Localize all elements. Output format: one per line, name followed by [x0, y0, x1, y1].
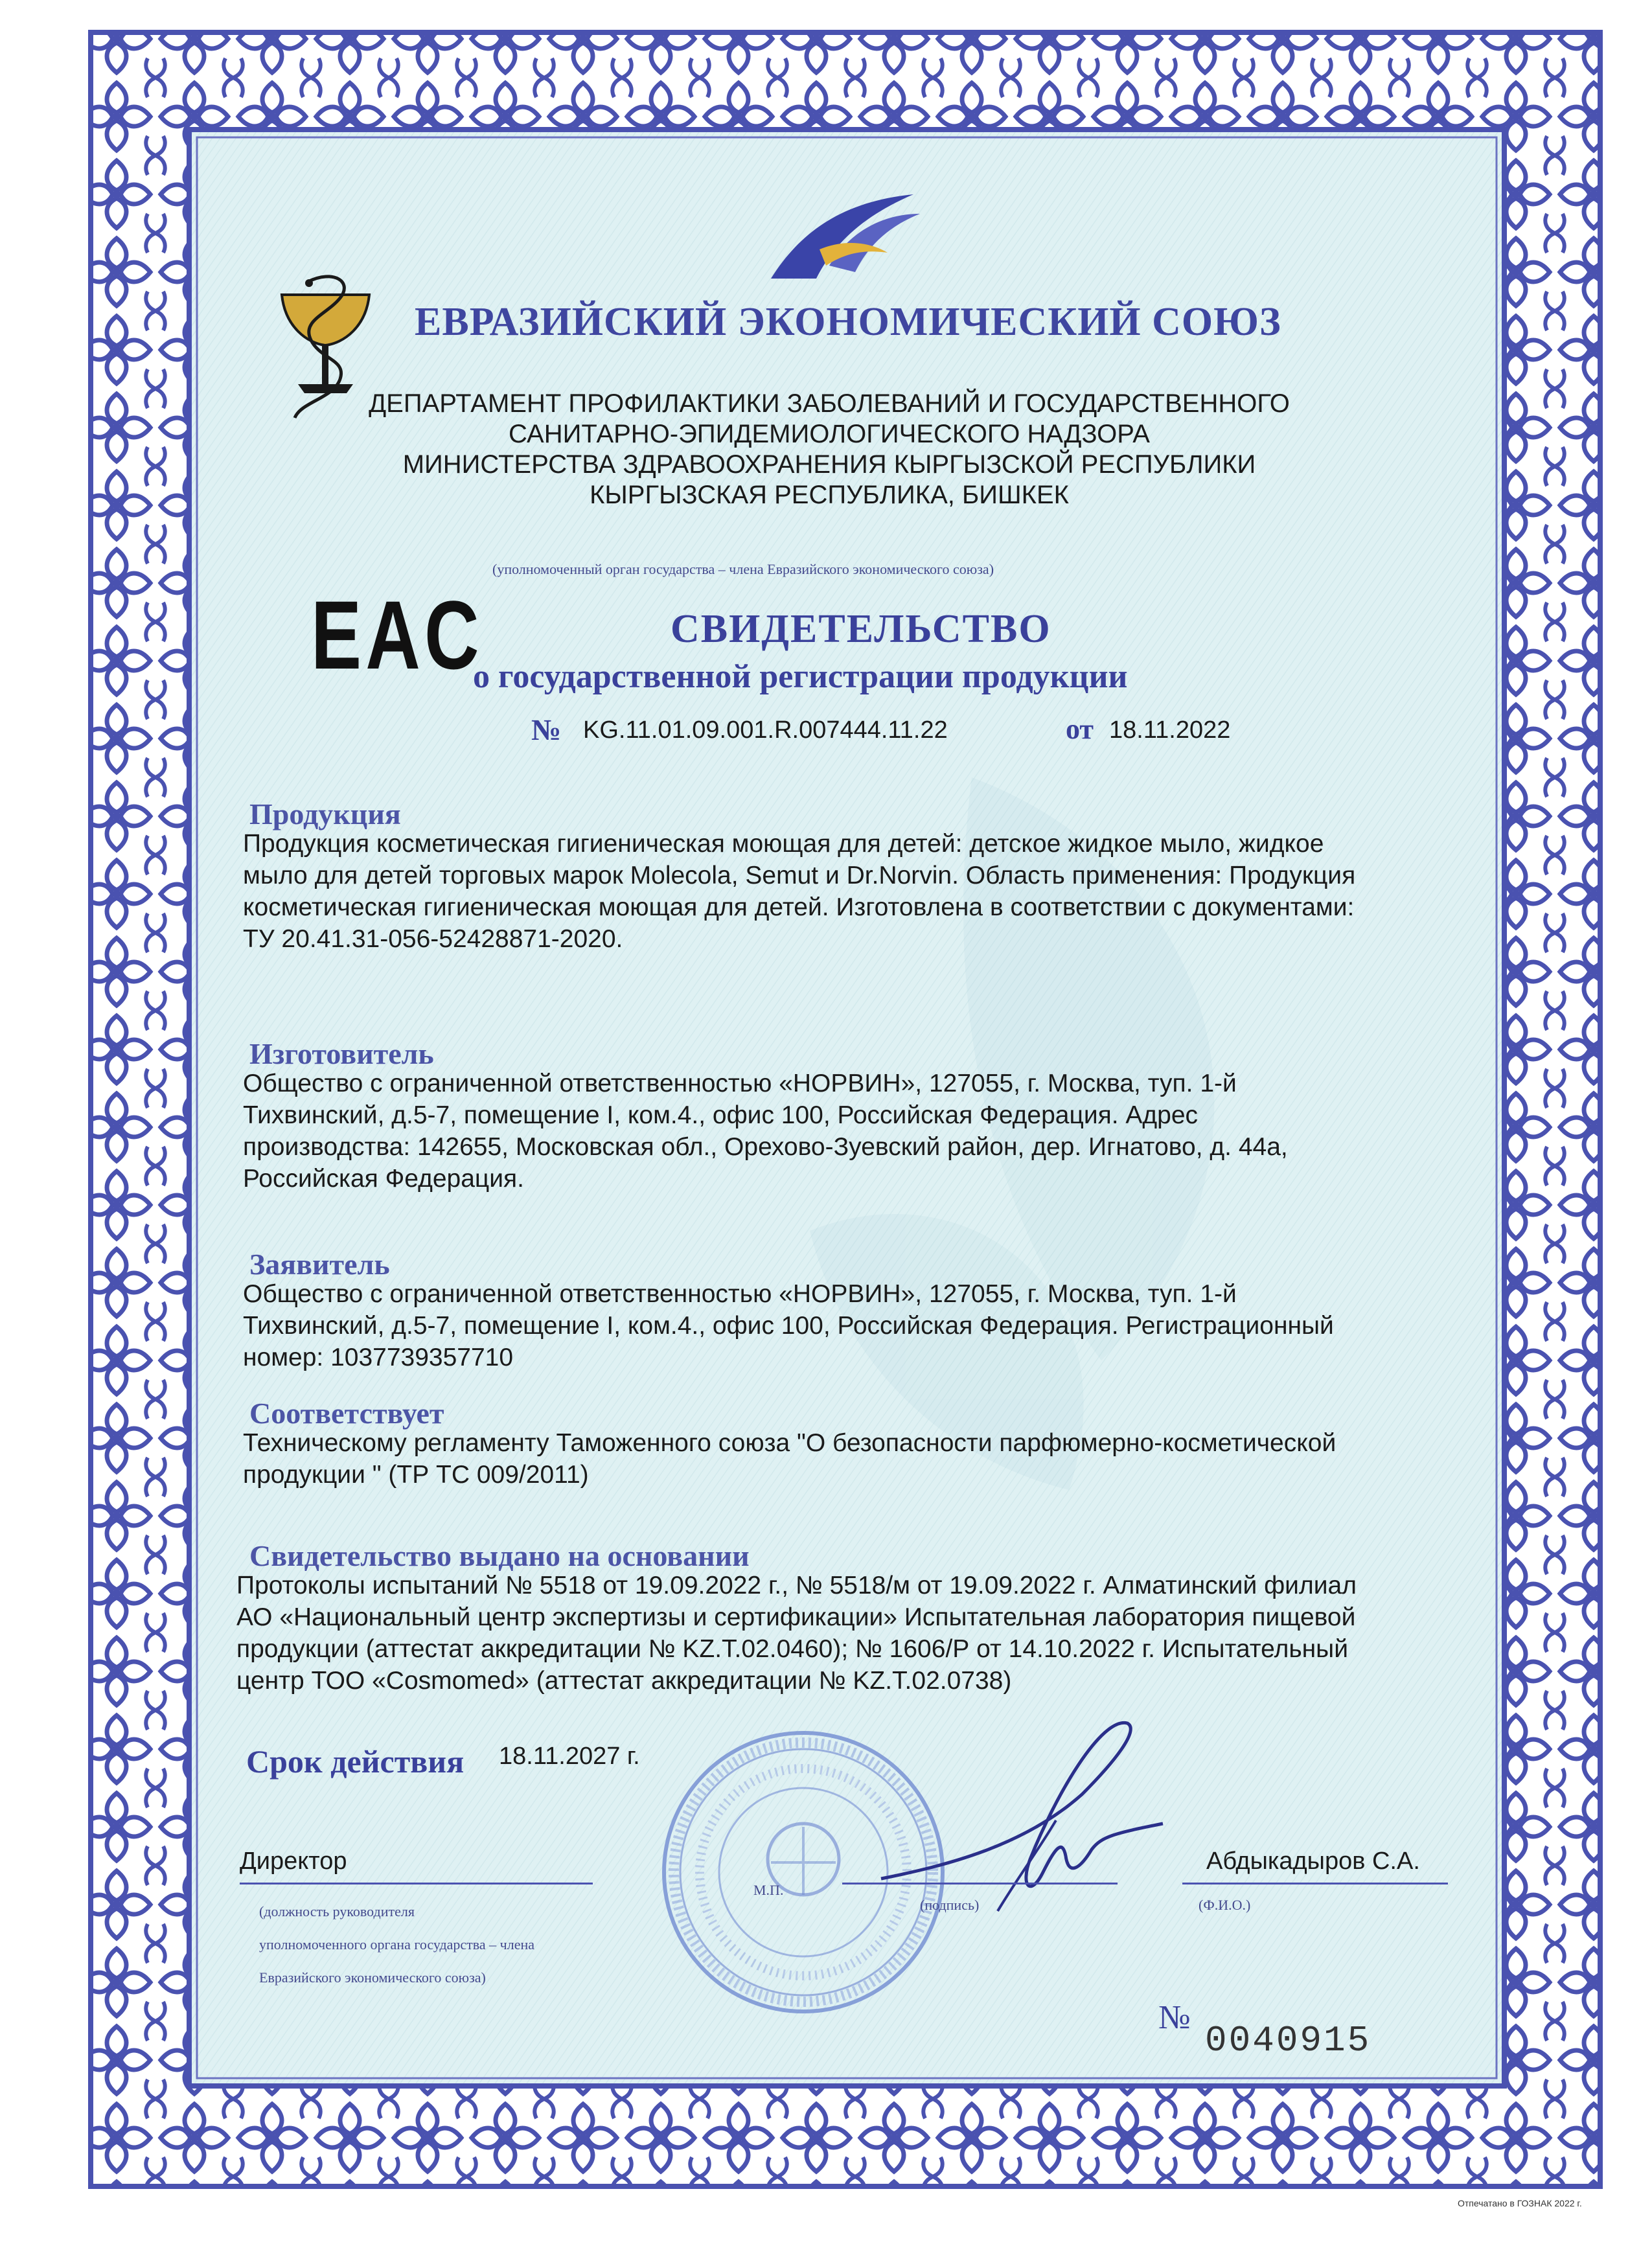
signatory-name: Абдыкадыров С.А. — [1206, 1848, 1420, 1875]
manufacturer-text: Общество с ограниченной ответственностью «НОРВИН», 127055, г. Москва, туп. 1-й Тихвинский, д.5-7, помещение I, ком.4., офис 100, Российская Федерация. Адрес производства: 142655, Московская обл., Орехово-Зуевский район, дер. Игнатово, д. 44а, Российская Федерация. — [243, 1070, 1288, 1193]
date-label: от — [1066, 713, 1094, 745]
basis-heading: Свидетельство выдано на основании — [249, 1539, 750, 1572]
signature-caption: (подпись) — [920, 1897, 980, 1913]
validity-label: Срок действия — [246, 1743, 465, 1780]
product-text: Продукция косметическая гигиеническая моющая для детей: детское жидкое мыло, жидкое мыло для детей торговых марок Molecola, Semut и Dr.Norvin. Область применения: Продукция косметическая гигиеническая моющая для детей. Изготовлена в соответствии с документами: ТУ 20.41.31-056-52428871-2020. — [243, 830, 1356, 953]
department-line: МИНИСТЕРСТВА ЗДРАВООХРАНЕНИЯ КЫРГЫЗСКОЙ РЕСПУБЛИКИ — [402, 450, 1256, 479]
position-underline — [240, 1883, 593, 1884]
product-heading: Продукция — [249, 797, 401, 830]
applicant-heading: Заявитель — [249, 1248, 390, 1281]
eac-mark: EAC — [311, 580, 483, 689]
blank-number-label: № — [1158, 1999, 1191, 2036]
stamp-label: М.П. — [753, 1882, 784, 1898]
certificate-date: 18.11.2022 — [1109, 716, 1231, 744]
signature-underline — [842, 1883, 1118, 1884]
certificate-number: KG.11.01.09.001.R.007444.11.22 — [583, 716, 948, 744]
conforms-heading: Соответствует — [249, 1397, 444, 1430]
union-title: ЕВРАЗИЙСКИЙ ЭКОНОМИЧЕСКИЙ СОЮЗ — [415, 300, 1281, 344]
department-line: САНИТАРНО-ЭПИДЕМИОЛОГИЧЕСКОГО НАДЗОРА — [509, 420, 1150, 448]
conforms-text: Техническому регламенту Таможенного союза "О безопасности парфюмерно-косметической продукции " (ТР ТС 009/2011) — [243, 1429, 1337, 1489]
validity-date: 18.11.2027 г. — [499, 1743, 640, 1770]
authority-note: (уполномоченный орган государства – члена Евразийского экономического союза) — [492, 561, 994, 577]
director-position: Директор — [240, 1848, 347, 1875]
certificate-subtitle: о государственной регистрации продукции — [473, 658, 1128, 695]
applicant-text: Общество с ограниченной ответственностью «НОРВИН», 127055, г. Москва, туп. 1-й Тихвинский, д.5-7, помещение I, ком.4., офис 100, Российская Федерация. Регистрационный номер: 1037739357710 — [243, 1280, 1334, 1371]
blank-number-value: 0040915 — [1205, 2020, 1371, 2061]
name-caption: (Ф.И.О.) — [1199, 1897, 1251, 1913]
printer-note: Отпечатано в ГОЗНАК 2022 г. — [1458, 2198, 1582, 2208]
certificate-title: СВИДЕТЕЛЬСТВО — [671, 607, 1051, 651]
department-line: КЫРГЫЗСКАЯ РЕСПУБЛИКА, БИШКЕК — [590, 481, 1069, 509]
number-label: № — [531, 713, 562, 746]
position-caption: (должность руководителя уполномоченного органа государства – члена Евразийского экономического союза) — [259, 1903, 535, 1986]
basis-text: Протоколы испытаний № 5518 от 19.09.2022 г., № 5518/м от 19.09.2022 г. Алматинский филиал АО «Национальный центр экспертизы и сертификации» Испытательная лаборатория пищевой продукции (аттестат аккредитации № KZ.T.02.0460); № 1606/Р от 14.10.2022 г. Испытательный центр ТОО «Cosmomed» (аттестат аккредитации № KZ.T.02.0738) — [236, 1572, 1357, 1695]
name-underline — [1182, 1883, 1448, 1884]
department-block — [337, 389, 1322, 510]
eaeu-logo — [758, 188, 926, 285]
signature-mark — [868, 1717, 1173, 1924]
department-line: ДЕПАРТАМЕНТ ПРОФИЛАКТИКИ ЗАБОЛЕВАНИЙ И ГОСУДАРСТВЕННОГО — [369, 389, 1290, 418]
manufacturer-heading: Изготовитель — [249, 1037, 434, 1070]
